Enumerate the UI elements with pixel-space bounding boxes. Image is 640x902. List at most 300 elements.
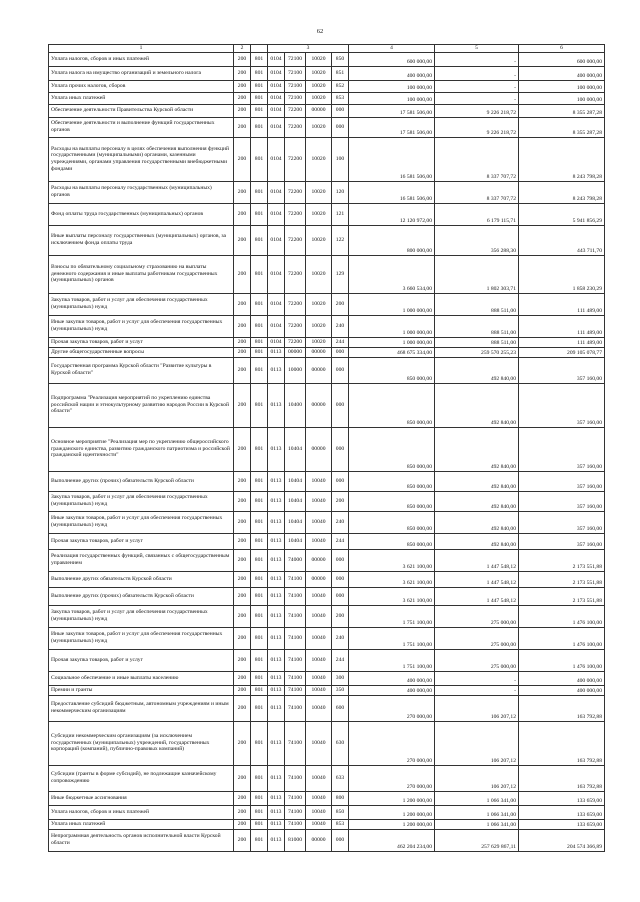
- section-code: 0113: [268, 549, 285, 571]
- approved-amount: 17 581 506,00: [349, 117, 435, 137]
- program-code: 72200: [285, 117, 306, 137]
- executed-amount: 1 447 548,12: [435, 549, 519, 571]
- table-row: [49, 605, 605, 627]
- expense-type-code: 630: [332, 721, 349, 765]
- executed-amount: 106 207,12: [435, 721, 519, 765]
- program-code: 10400: [285, 383, 306, 427]
- table-row: [49, 685, 605, 695]
- approved-amount: 100 000,00: [349, 92, 435, 104]
- remaining-amount: 204 574 366,89: [519, 829, 605, 851]
- section-code: 0113: [268, 805, 285, 819]
- executed-amount: 492 840,00: [435, 357, 519, 383]
- division-code: 801: [251, 765, 268, 791]
- section-code: 0113: [268, 627, 285, 649]
- section-code: 0104: [268, 225, 285, 255]
- program-code: 72100: [285, 80, 306, 92]
- executed-amount: 275 000,00: [435, 627, 519, 649]
- approved-amount: 850 000,00: [349, 471, 435, 491]
- table-row: [49, 765, 605, 791]
- executed-amount: 1 066 341,00: [435, 819, 519, 829]
- chapter-code: 200: [234, 337, 251, 347]
- remaining-amount: 209 105 078,77: [519, 347, 605, 357]
- chapter-code: 200: [234, 471, 251, 491]
- executed-amount: 356 288,30: [435, 225, 519, 255]
- remaining-amount: 357 160,00: [519, 533, 605, 549]
- section-code: 0113: [268, 491, 285, 511]
- section-code: 0113: [268, 357, 285, 383]
- table-row: [49, 649, 605, 671]
- row-name: Обеспечение деятельности и выполнение функций государственных органов: [49, 117, 234, 137]
- remaining-amount: 1 476 100,00: [519, 649, 605, 671]
- remaining-amount: 8 243 798,28: [519, 137, 605, 181]
- section-code: 0113: [268, 587, 285, 605]
- remaining-amount: 111 489,00: [519, 293, 605, 315]
- chapter-code: 200: [234, 137, 251, 181]
- division-code: 801: [251, 471, 268, 491]
- program-code: 10000: [285, 357, 306, 383]
- chapter-code: 200: [234, 587, 251, 605]
- remaining-amount: 163 792,88: [519, 695, 605, 721]
- table-row: [49, 383, 605, 427]
- table-row: [49, 255, 605, 293]
- header-col-6: 6: [519, 45, 605, 53]
- program-code: 72200: [285, 225, 306, 255]
- chapter-code: 200: [234, 671, 251, 685]
- header-col-4: 4: [349, 45, 435, 53]
- executed-amount: -: [435, 80, 519, 92]
- table-row: [49, 721, 605, 765]
- executed-amount: 492 840,00: [435, 383, 519, 427]
- table-row: [49, 471, 605, 491]
- remaining-amount: 400 000,00: [519, 66, 605, 80]
- chapter-code: 200: [234, 765, 251, 791]
- remaining-amount: 357 160,00: [519, 383, 605, 427]
- division-code: 801: [251, 203, 268, 225]
- table-row: [49, 829, 605, 851]
- direction-code: 10040: [306, 605, 332, 627]
- table-row: [49, 104, 605, 117]
- approved-amount: 12 120 972,00: [349, 203, 435, 225]
- section-code: 0113: [268, 695, 285, 721]
- table-row: [49, 137, 605, 181]
- executed-amount: 492 840,00: [435, 471, 519, 491]
- header-col-2: 2: [234, 45, 251, 53]
- direction-code: 10040: [306, 671, 332, 685]
- program-code: 74100: [285, 685, 306, 695]
- chapter-code: 200: [234, 791, 251, 805]
- executed-amount: 9 226 218,72: [435, 104, 519, 117]
- chapter-code: 200: [234, 649, 251, 671]
- direction-code: 00000: [306, 427, 332, 471]
- direction-code: 10040: [306, 587, 332, 605]
- program-code: 00000: [285, 347, 306, 357]
- remaining-amount: 133 659,00: [519, 819, 605, 829]
- remaining-amount: 600 000,00: [519, 52, 605, 66]
- expense-type-code: 244: [332, 533, 349, 549]
- section-code: 0113: [268, 511, 285, 533]
- expense-type-code: 300: [332, 671, 349, 685]
- direction-code: 10040: [306, 491, 332, 511]
- table-row: [49, 671, 605, 685]
- table-row: [49, 427, 605, 471]
- direction-code: 10020: [306, 117, 332, 137]
- executed-amount: -: [435, 685, 519, 695]
- table-row: [49, 511, 605, 533]
- chapter-code: 200: [234, 695, 251, 721]
- table-row: [49, 791, 605, 805]
- approved-amount: 1 200 000,00: [349, 805, 435, 819]
- row-name: Социальное обеспечение и иные выплаты населению: [49, 671, 234, 685]
- direction-code: 10040: [306, 533, 332, 549]
- executed-amount: 492 840,00: [435, 533, 519, 549]
- approved-amount: 270 000,00: [349, 721, 435, 765]
- direction-code: 10040: [306, 685, 332, 695]
- section-code: 0104: [268, 315, 285, 337]
- section-code: 0113: [268, 347, 285, 357]
- section-code: 0104: [268, 92, 285, 104]
- program-code: 74100: [285, 805, 306, 819]
- row-name: Субсидии (гранты в форме субсидий), не подлежащие казначейскому сопровождению: [49, 765, 234, 791]
- remaining-amount: 133 659,00: [519, 791, 605, 805]
- expense-type-code: 121: [332, 203, 349, 225]
- remaining-amount: 100 000,00: [519, 92, 605, 104]
- remaining-amount: 443 711,70: [519, 225, 605, 255]
- remaining-amount: 1 476 100,00: [519, 605, 605, 627]
- division-code: 801: [251, 347, 268, 357]
- section-code: 0113: [268, 791, 285, 805]
- expense-type-code: 853: [332, 92, 349, 104]
- executed-amount: 106 207,12: [435, 765, 519, 791]
- program-code: 74100: [285, 649, 306, 671]
- executed-amount: 1 447 548,12: [435, 571, 519, 587]
- approved-amount: 270 000,00: [349, 695, 435, 721]
- table-row: [49, 627, 605, 649]
- row-name: Закупка товаров, работ и услуг для обеспечения государственных (муниципальных) нужд: [49, 605, 234, 627]
- expense-type-code: 851: [332, 66, 349, 80]
- table-row: [49, 819, 605, 829]
- direction-code: 10040: [306, 721, 332, 765]
- expense-type-code: 244: [332, 649, 349, 671]
- section-code: 0104: [268, 181, 285, 203]
- division-code: 801: [251, 315, 268, 337]
- approved-amount: 468 675 334,00: [349, 347, 435, 357]
- remaining-amount: 1 476 100,00: [519, 627, 605, 649]
- chapter-code: 200: [234, 685, 251, 695]
- table-row: [49, 337, 605, 347]
- page-number: 62: [316, 28, 324, 35]
- header-col-3: 3: [268, 45, 349, 53]
- chapter-code: 200: [234, 315, 251, 337]
- approved-amount: 400 000,00: [349, 685, 435, 695]
- program-code: 81000: [285, 829, 306, 851]
- section-code: 0104: [268, 203, 285, 225]
- table-row: [49, 347, 605, 357]
- approved-amount: 850 000,00: [349, 383, 435, 427]
- expense-type-code: 244: [332, 337, 349, 347]
- chapter-code: 200: [234, 383, 251, 427]
- section-code: 0113: [268, 427, 285, 471]
- remaining-amount: 1 858 230,29: [519, 255, 605, 293]
- remaining-amount: 400 000,00: [519, 685, 605, 695]
- remaining-amount: 357 160,00: [519, 357, 605, 383]
- executed-amount: 275 000,00: [435, 649, 519, 671]
- approved-amount: 400 000,00: [349, 671, 435, 685]
- table-row: [49, 533, 605, 549]
- row-name: Фонд оплаты труда государственных (муниципальных) органов: [49, 203, 234, 225]
- expense-type-code: 800: [332, 791, 349, 805]
- header-col-1: 1: [49, 45, 234, 53]
- division-code: 801: [251, 605, 268, 627]
- chapter-code: 200: [234, 293, 251, 315]
- chapter-code: 200: [234, 533, 251, 549]
- remaining-amount: 357 160,00: [519, 471, 605, 491]
- chapter-code: 200: [234, 511, 251, 533]
- approved-amount: 600 000,00: [349, 52, 435, 66]
- row-name: Уплата иных платежей: [49, 819, 234, 829]
- expense-type-code: 853: [332, 819, 349, 829]
- remaining-amount: 111 489,00: [519, 337, 605, 347]
- program-code: 10404: [285, 533, 306, 549]
- expense-type-code: 100: [332, 137, 349, 181]
- chapter-code: 200: [234, 203, 251, 225]
- approved-amount: 1 200 000,00: [349, 791, 435, 805]
- direction-code: 10040: [306, 791, 332, 805]
- chapter-code: 200: [234, 491, 251, 511]
- chapter-code: 200: [234, 255, 251, 293]
- division-code: 801: [251, 104, 268, 117]
- division-code: 801: [251, 721, 268, 765]
- row-name: Прочая закупка товаров, работ и услуг: [49, 337, 234, 347]
- chapter-code: 200: [234, 549, 251, 571]
- table-row: [49, 357, 605, 383]
- direction-code: 00000: [306, 549, 332, 571]
- remaining-amount: 357 160,00: [519, 491, 605, 511]
- section-code: 0113: [268, 765, 285, 791]
- direction-code: 10020: [306, 181, 332, 203]
- section-code: 0104: [268, 66, 285, 80]
- remaining-amount: 8 243 798,28: [519, 181, 605, 203]
- row-name: Иные выплаты персоналу государственных (муниципальных) органов, за исключением фонда оплаты труда: [49, 225, 234, 255]
- executed-amount: 257 629 867,11: [435, 829, 519, 851]
- program-code: 10404: [285, 491, 306, 511]
- row-name: Иные бюджетные ассигнования: [49, 791, 234, 805]
- division-code: 801: [251, 52, 268, 66]
- section-code: 0104: [268, 104, 285, 117]
- header-col-5: 5: [435, 45, 519, 53]
- row-name: Другие общегосударственные вопросы: [49, 347, 234, 357]
- chapter-code: 200: [234, 117, 251, 137]
- chapter-code: 200: [234, 104, 251, 117]
- division-code: 801: [251, 819, 268, 829]
- expense-type-code: 000: [332, 549, 349, 571]
- direction-code: 10040: [306, 471, 332, 491]
- header-col-2b: [251, 45, 268, 53]
- approved-amount: 100 000,00: [349, 80, 435, 92]
- expense-type-code: 129: [332, 255, 349, 293]
- expense-type-code: 000: [332, 117, 349, 137]
- expense-type-code: 850: [332, 805, 349, 819]
- chapter-code: 200: [234, 347, 251, 357]
- remaining-amount: 163 792,88: [519, 721, 605, 765]
- executed-amount: 888 511,00: [435, 293, 519, 315]
- approved-amount: 850 000,00: [349, 357, 435, 383]
- chapter-code: 200: [234, 721, 251, 765]
- division-code: 801: [251, 427, 268, 471]
- executed-amount: 1 447 548,12: [435, 587, 519, 605]
- division-code: 801: [251, 791, 268, 805]
- program-code: 72200: [285, 203, 306, 225]
- approved-amount: 17 581 506,00: [349, 104, 435, 117]
- executed-amount: 888 511,00: [435, 315, 519, 337]
- direction-code: 10040: [306, 765, 332, 791]
- expense-type-code: 000: [332, 471, 349, 491]
- executed-amount: 259 570 255,23: [435, 347, 519, 357]
- division-code: 801: [251, 511, 268, 533]
- approved-amount: 1 751 100,00: [349, 649, 435, 671]
- direction-code: 10040: [306, 511, 332, 533]
- expense-type-code: 000: [332, 587, 349, 605]
- expense-type-code: 200: [332, 605, 349, 627]
- program-code: 72100: [285, 66, 306, 80]
- table-row: [49, 491, 605, 511]
- row-name: Уплата налогов, сборов и иных платежей: [49, 52, 234, 66]
- section-code: 0113: [268, 819, 285, 829]
- chapter-code: 200: [234, 627, 251, 649]
- division-code: 801: [251, 587, 268, 605]
- direction-code: 10020: [306, 66, 332, 80]
- table-row: [49, 92, 605, 104]
- division-code: 801: [251, 357, 268, 383]
- executed-amount: 1 802 303,71: [435, 255, 519, 293]
- approved-amount: 3 621 100,00: [349, 587, 435, 605]
- division-code: 801: [251, 293, 268, 315]
- expense-type-code: 350: [332, 685, 349, 695]
- division-code: 801: [251, 695, 268, 721]
- expense-type-code: 240: [332, 315, 349, 337]
- table-row: [49, 315, 605, 337]
- program-code: 72200: [285, 315, 306, 337]
- program-code: 10404: [285, 511, 306, 533]
- approved-amount: 1 000 000,00: [349, 337, 435, 347]
- direction-code: 00000: [306, 357, 332, 383]
- executed-amount: 6 179 115,71: [435, 203, 519, 225]
- expense-type-code: 000: [332, 357, 349, 383]
- division-code: 801: [251, 255, 268, 293]
- expense-type-code: 200: [332, 491, 349, 511]
- table-row: [49, 549, 605, 571]
- approved-amount: 16 581 506,00: [349, 137, 435, 181]
- direction-code: 00000: [306, 571, 332, 587]
- section-code: 0113: [268, 829, 285, 851]
- program-code: 10404: [285, 471, 306, 491]
- direction-code: 00000: [306, 383, 332, 427]
- approved-amount: 850 000,00: [349, 491, 435, 511]
- approved-amount: 3 660 534,00: [349, 255, 435, 293]
- table-row: [49, 571, 605, 587]
- approved-amount: 1 000 000,00: [349, 315, 435, 337]
- chapter-code: 200: [234, 819, 251, 829]
- program-code: 72200: [285, 255, 306, 293]
- executed-amount: 492 840,00: [435, 511, 519, 533]
- division-code: 801: [251, 685, 268, 695]
- approved-amount: 850 000,00: [349, 427, 435, 471]
- program-code: 74100: [285, 571, 306, 587]
- executed-amount: 8 337 707,72: [435, 137, 519, 181]
- section-code: 0113: [268, 605, 285, 627]
- remaining-amount: 2 173 551,88: [519, 571, 605, 587]
- approved-amount: 270 000,00: [349, 765, 435, 791]
- executed-amount: 492 840,00: [435, 427, 519, 471]
- program-code: 72200: [285, 137, 306, 181]
- section-code: 0104: [268, 293, 285, 315]
- chapter-code: 200: [234, 829, 251, 851]
- approved-amount: 1 000 000,00: [349, 293, 435, 315]
- direction-code: 10020: [306, 80, 332, 92]
- table-row: [49, 80, 605, 92]
- table-row: [49, 805, 605, 819]
- direction-code: 10020: [306, 92, 332, 104]
- section-code: 0113: [268, 571, 285, 587]
- expense-type-code: 120: [332, 181, 349, 203]
- division-code: 801: [251, 571, 268, 587]
- row-name: Уплата налогов, сборов и иных платежей: [49, 805, 234, 819]
- expense-type-code: 850: [332, 52, 349, 66]
- approved-amount: 850 000,00: [349, 511, 435, 533]
- division-code: 801: [251, 80, 268, 92]
- section-code: 0113: [268, 471, 285, 491]
- program-code: 72200: [285, 293, 306, 315]
- chapter-code: 200: [234, 357, 251, 383]
- executed-amount: -: [435, 92, 519, 104]
- executed-amount: 275 000,00: [435, 605, 519, 627]
- direction-code: 10020: [306, 293, 332, 315]
- chapter-code: 200: [234, 52, 251, 66]
- direction-code: 10020: [306, 52, 332, 66]
- row-name: Расходы на выплаты персоналу в целях обеспечения выполнения функций государственными (муниципальными) органами, казенными учреждениями, органами управления государственными внебюджетными фондами: [49, 137, 234, 181]
- executed-amount: -: [435, 52, 519, 66]
- approved-amount: 462 204 234,00: [349, 829, 435, 851]
- expense-type-code: 240: [332, 511, 349, 533]
- division-code: 801: [251, 491, 268, 511]
- row-name: Выполнение других (прочих) обязательств Курской области: [49, 587, 234, 605]
- division-code: 801: [251, 533, 268, 549]
- direction-code: 10020: [306, 137, 332, 181]
- program-code: 74100: [285, 587, 306, 605]
- table-row: [49, 52, 605, 66]
- approved-amount: 1 751 100,00: [349, 605, 435, 627]
- executed-amount: -: [435, 671, 519, 685]
- approved-amount: 3 621 100,00: [349, 549, 435, 571]
- section-code: 0113: [268, 533, 285, 549]
- row-name: Обеспечение деятельности Правительства Курской области: [49, 104, 234, 117]
- approved-amount: 1 200 000,00: [349, 819, 435, 829]
- executed-amount: 106 207,12: [435, 695, 519, 721]
- row-name: Уплата прочих налогов, сборов: [49, 80, 234, 92]
- section-code: 0113: [268, 383, 285, 427]
- remaining-amount: 2 173 551,88: [519, 587, 605, 605]
- chapter-code: 200: [234, 225, 251, 255]
- expense-type-code: 000: [332, 571, 349, 587]
- direction-code: 10040: [306, 805, 332, 819]
- row-name: Реализация государственных функций, связанных с общегосударственным управлением: [49, 549, 234, 571]
- executed-amount: -: [435, 66, 519, 80]
- direction-code: 10040: [306, 695, 332, 721]
- expense-type-code: 122: [332, 225, 349, 255]
- section-code: 0104: [268, 52, 285, 66]
- division-code: 801: [251, 549, 268, 571]
- program-code: 74000: [285, 549, 306, 571]
- remaining-amount: 163 792,88: [519, 765, 605, 791]
